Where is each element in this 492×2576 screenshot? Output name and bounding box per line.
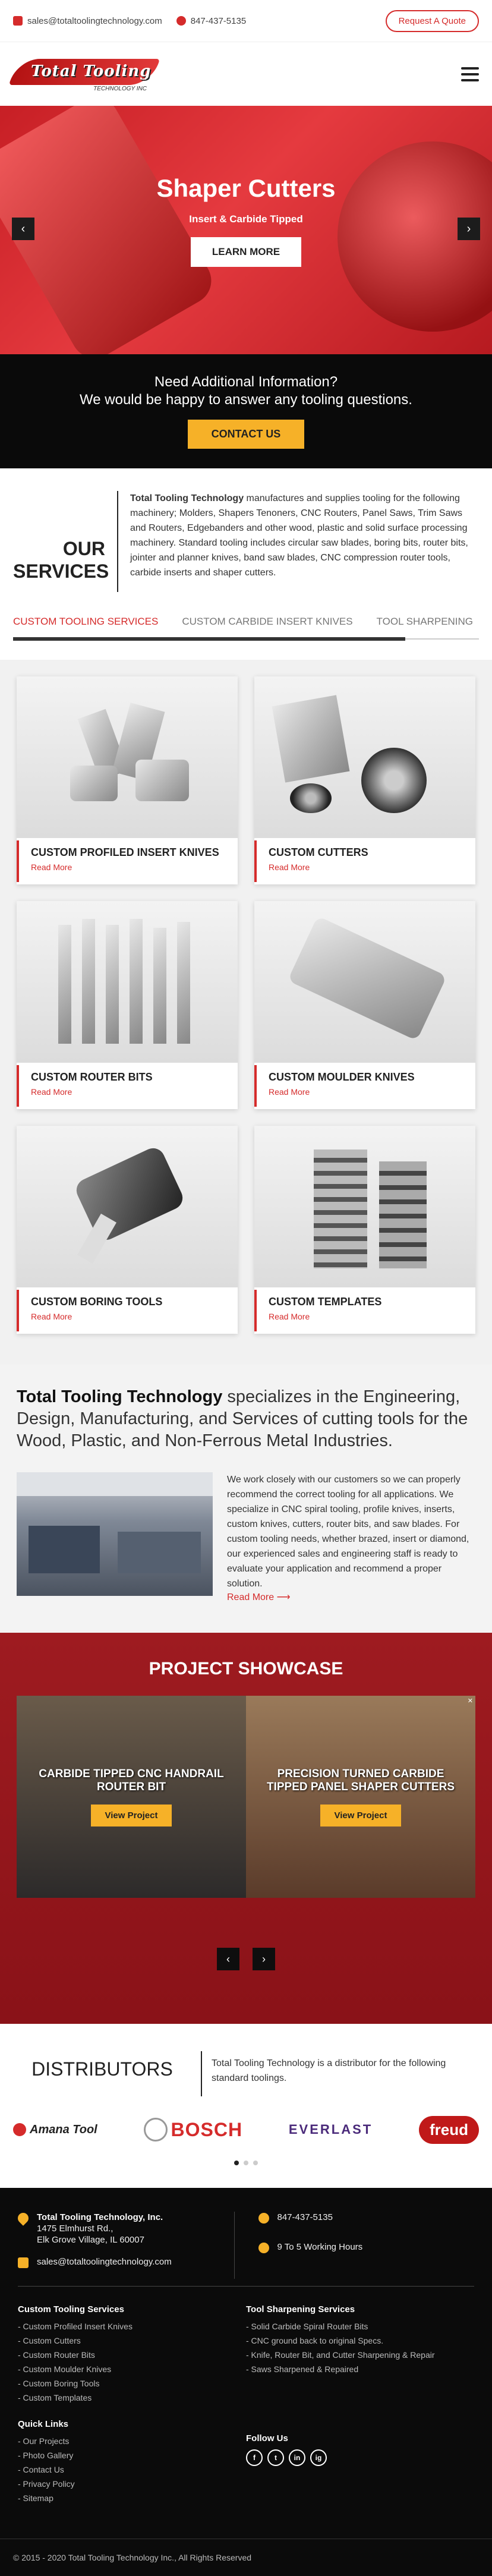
boring-tools-image	[17, 1126, 238, 1287]
read-more-link[interactable]: Read More	[269, 862, 310, 872]
site-header	[0, 42, 492, 106]
amana-tool-logo[interactable]: Amana Tool	[13, 2123, 97, 2137]
card-title: CUSTOM MOULDER KNIVES	[269, 1071, 415, 1083]
site-footer	[0, 2188, 492, 2576]
card-title: CUSTOM CUTTERS	[269, 846, 368, 858]
footer-link[interactable]: - Custom Templates	[18, 2393, 92, 2402]
copyright: © 2015 - 2020 Total Tooling Technology Inc., All Rights Reserved	[0, 2539, 492, 2576]
hero-slider	[0, 106, 492, 354]
logo-subtext: TECHNOLOGY INC	[93, 85, 147, 92]
cutters-image	[254, 676, 475, 838]
footer-link[interactable]: - Sitemap	[18, 2493, 53, 2503]
contact-us-button[interactable]: CONTACT US	[188, 420, 305, 449]
service-card[interactable]	[17, 1126, 238, 1334]
tab-custom-carbide-insert-knives[interactable]: CUSTOM CARBIDE INSERT KNIVES	[182, 616, 353, 627]
phone-text: 847-437-5135	[190, 15, 247, 26]
service-card[interactable]	[254, 676, 475, 884]
footer-link[interactable]: - Contact Us	[18, 2465, 64, 2474]
insert-knives-image	[17, 676, 238, 838]
view-project-button[interactable]: View Project	[320, 1805, 402, 1826]
about-text: We work closely with our customers so we can properly recommend the correct tooling for all applications. We specialize in CNC spiral tooling, profile knives, inserts, custom knives, cutters, router bits, and saw blades. For custom tooling needs, whether brazed, insert or diamond, our experienced sales and engineering staff is ready to evaluate your application and recommend a proper solution.	[227, 1475, 469, 1589]
phone-icon	[258, 2213, 269, 2224]
top-bar	[0, 0, 492, 42]
view-project-button[interactable]: View Project	[91, 1805, 172, 1826]
everlast-logo[interactable]: EVERLAST	[288, 2122, 373, 2137]
tabs-scrollbar[interactable]	[13, 636, 479, 642]
showcase-slide[interactable]	[246, 1696, 475, 1898]
footer-link[interactable]: - CNC ground back to original Specs.	[246, 2336, 384, 2345]
footer-follow-title: Follow Us	[246, 2433, 288, 2443]
footer-link[interactable]: - Privacy Policy	[18, 2479, 75, 2489]
hamburger-menu-icon[interactable]	[461, 67, 479, 81]
footer-link[interactable]: - Our Projects	[18, 2436, 70, 2446]
service-card[interactable]	[17, 901, 238, 1109]
service-card[interactable]	[17, 676, 238, 884]
about-read-more-link[interactable]: Read More ⟶	[227, 1592, 291, 1602]
footer-hours: 9 To 5 Working Hours	[277, 2242, 363, 2252]
footer-link[interactable]: - Solid Carbide Spiral Router Bits	[246, 2322, 368, 2331]
project-showcase	[0, 1633, 492, 2024]
carousel-dot[interactable]	[244, 2161, 248, 2165]
services-section	[0, 468, 492, 592]
bosch-logo[interactable]: BOSCH	[144, 2118, 243, 2142]
facebook-icon[interactable]: f	[246, 2449, 263, 2466]
freud-logo[interactable]: freud	[419, 2116, 479, 2144]
distributors-description: Total Tooling Technology is a distributor for the following standard toolings.	[212, 2058, 446, 2083]
showcase-next-arrow-icon[interactable]: ›	[253, 1948, 275, 1970]
workshop-photo	[17, 1472, 213, 1596]
email-icon	[18, 2257, 29, 2268]
about-heading: Total Tooling Technology specializes in the Engineering, Design, Manufacturing, and Services of cutting tools for the Wood, Plastic, and Non-Ferrous Metal Industries.	[17, 1387, 468, 1450]
info-band	[0, 354, 492, 468]
footer-link[interactable]: - Custom Moulder Knives	[18, 2364, 112, 2374]
carousel-dots	[13, 2161, 479, 2188]
footer-address-1: 1475 Elmhurst Rd.,	[37, 2224, 113, 2234]
slide-title: PRECISION TURNED CARBIDE TIPPED PANEL SHAPER CUTTERS	[266, 1767, 455, 1793]
distributors-title: DISTRIBUTORS	[31, 2058, 173, 2080]
footer-quick-title: Quick Links	[18, 2419, 69, 2429]
tab-custom-tooling-services[interactable]: CUSTOM TOOLING SERVICES	[13, 616, 159, 627]
instagram-icon[interactable]: ig	[310, 2449, 327, 2466]
carousel-dot[interactable]	[234, 2161, 239, 2165]
clock-icon	[258, 2243, 269, 2253]
footer-email-link[interactable]: sales@totaltoolingtechnology.com	[37, 2257, 172, 2267]
templates-image	[254, 1126, 475, 1287]
footer-phone-link[interactable]: 847-437-5135	[277, 2212, 333, 2222]
card-title: CUSTOM TEMPLATES	[269, 1296, 382, 1308]
footer-link[interactable]: - Custom Profiled Insert Knives	[18, 2322, 133, 2331]
slide-title: CARBIDE TIPPED CNC HANDRAIL ROUTER BIT	[39, 1767, 224, 1793]
services-tabs	[0, 616, 492, 628]
footer-link[interactable]: - Knife, Router Bit, and Cutter Sharpening & Repair	[246, 2350, 435, 2360]
twitter-icon[interactable]: t	[267, 2449, 284, 2466]
service-card[interactable]	[254, 901, 475, 1109]
services-divider	[117, 491, 118, 592]
distributors-section	[0, 2024, 492, 2188]
footer-link[interactable]: - Custom Cutters	[18, 2336, 81, 2345]
hero-title: Shaper Cutters	[156, 174, 336, 202]
showcase-title: PROJECT SHOWCASE	[149, 1659, 343, 1679]
footer-custom-title: Custom Tooling Services	[18, 2304, 124, 2314]
card-title: CUSTOM ROUTER BITS	[31, 1071, 153, 1083]
tab-tool-sharpening[interactable]: TOOL SHARPENING	[376, 616, 474, 627]
router-bits-image	[17, 901, 238, 1063]
email-link[interactable]	[13, 16, 162, 26]
read-more-link[interactable]: Read More	[31, 1312, 72, 1321]
read-more-link[interactable]: Read More	[269, 1312, 310, 1321]
location-pin-icon	[15, 2210, 30, 2225]
logo-text: Total Tooling	[31, 62, 152, 80]
brand-logos	[13, 2112, 479, 2147]
read-more-link[interactable]: Read More	[31, 862, 72, 872]
services-title: OUR SERVICES	[13, 538, 109, 582]
hero-tagline: Insert & Carbide Tipped	[189, 213, 303, 225]
distributors-divider	[201, 2051, 202, 2096]
hero-prev-arrow-icon[interactable]: ‹	[12, 218, 34, 240]
email-icon	[13, 16, 23, 26]
info-line-2: We would be happy to answer any tooling questions.	[80, 392, 412, 408]
service-cards	[0, 660, 492, 1365]
email-text: sales@totaltoolingtechnology.com	[27, 15, 162, 26]
footer-link[interactable]: - Custom Router Bits	[18, 2350, 95, 2360]
info-line-1: Need Additional Information?	[154, 374, 338, 390]
showcase-prev-arrow-icon[interactable]: ‹	[217, 1948, 239, 1970]
carousel-dot[interactable]	[253, 2161, 258, 2165]
linkedin-icon[interactable]: in	[289, 2449, 305, 2466]
request-quote-button[interactable]: Request A Quote	[386, 10, 479, 32]
footer-company: Total Tooling Technology, Inc.	[37, 2212, 163, 2222]
card-title: CUSTOM BORING TOOLS	[31, 1296, 163, 1308]
phone-link[interactable]	[176, 16, 246, 26]
footer-link[interactable]: - Saws Sharpened & Repaired	[246, 2364, 359, 2374]
close-icon[interactable]: ✕	[467, 1698, 473, 1705]
footer-sharpening-title: Tool Sharpening Services	[246, 2304, 355, 2314]
read-more-link[interactable]: Read More	[269, 1087, 310, 1097]
logo[interactable]	[13, 51, 159, 98]
services-description: Total Tooling Technology manufactures and supplies tooling for the following machinery; Molders, Shapers Tenoners, CNC Routers, Panel Saws, Trim Saws and Routers, Edgebanders and other wood, plastic and solid surface processing machinery. Standard tooling includes circular saw blades, boring bits, router bits, jointer and planner knives, band saw blades, CNC compression router tools, carbide inserts and shaper cutters.	[130, 493, 468, 578]
read-more-link[interactable]: Read More	[31, 1087, 72, 1097]
hero-next-arrow-icon[interactable]: ›	[458, 218, 480, 240]
phone-icon	[176, 16, 186, 26]
learn-more-button[interactable]: LEARN MORE	[191, 237, 301, 267]
moulder-knives-image	[254, 901, 475, 1063]
footer-link[interactable]: - Photo Gallery	[18, 2451, 74, 2460]
showcase-slide[interactable]	[17, 1696, 246, 1898]
about-section	[0, 1365, 492, 1633]
footer-address-2: Elk Grove Village, IL 60007	[37, 2235, 144, 2245]
footer-link[interactable]: - Custom Boring Tools	[18, 2379, 100, 2388]
service-card[interactable]	[254, 1126, 475, 1334]
card-title: CUSTOM PROFILED INSERT KNIVES	[31, 846, 219, 858]
